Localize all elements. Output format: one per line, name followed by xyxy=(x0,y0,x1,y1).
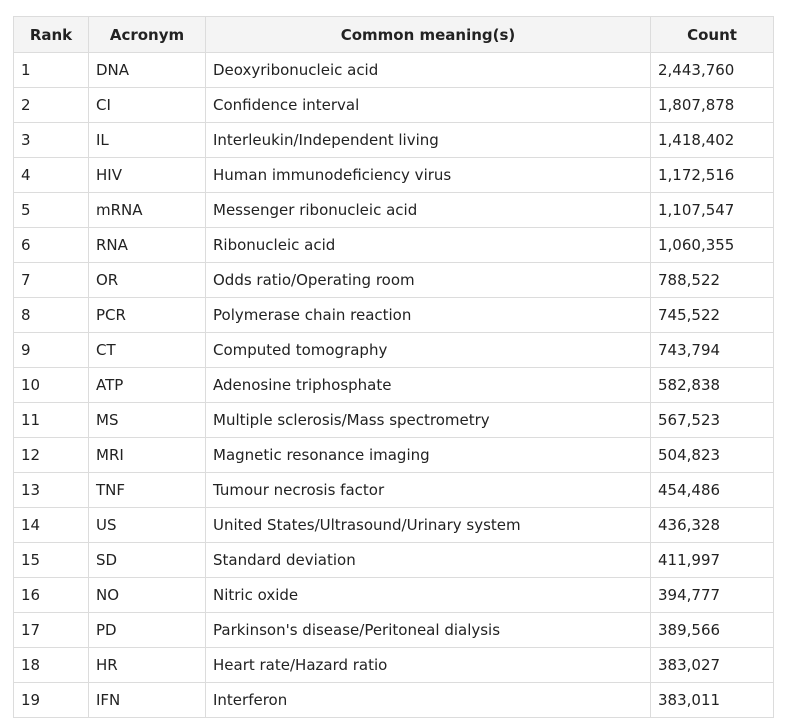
header-rank: Rank xyxy=(14,17,89,53)
table-row xyxy=(14,263,774,298)
acronym-cell: HR xyxy=(89,648,206,683)
meaning-cell: Human immunodeficiency virus xyxy=(206,158,651,193)
meaning-cell: Magnetic resonance imaging xyxy=(206,438,651,473)
acronym-cell: PD xyxy=(89,613,206,648)
meaning-cell: Polymerase chain reaction xyxy=(206,298,651,333)
count-cell: 1,060,355 xyxy=(651,228,774,263)
rank-cell: 1 xyxy=(14,53,89,88)
table-row xyxy=(14,333,774,368)
table-row xyxy=(14,53,774,88)
header-acronym: Acronym xyxy=(89,17,206,53)
acronym-table-container xyxy=(13,16,773,718)
acronym-cell: NO xyxy=(89,578,206,613)
table-row xyxy=(14,578,774,613)
meaning-cell: Ribonucleic acid xyxy=(206,228,651,263)
rank-cell: 15 xyxy=(14,543,89,578)
count-cell: 411,997 xyxy=(651,543,774,578)
acronym-cell: HIV xyxy=(89,158,206,193)
acronym-cell: ATP xyxy=(89,368,206,403)
table-row xyxy=(14,543,774,578)
count-cell: 504,823 xyxy=(651,438,774,473)
table-header xyxy=(14,17,774,53)
rank-cell: 5 xyxy=(14,193,89,228)
count-cell: 745,522 xyxy=(651,298,774,333)
acronym-cell: CT xyxy=(89,333,206,368)
count-cell: 1,807,878 xyxy=(651,88,774,123)
count-cell: 383,011 xyxy=(651,683,774,718)
acronym-cell: RNA xyxy=(89,228,206,263)
acronym-table xyxy=(13,16,774,718)
rank-cell: 11 xyxy=(14,403,89,438)
header-count: Count xyxy=(651,17,774,53)
rank-cell: 4 xyxy=(14,158,89,193)
rank-cell: 12 xyxy=(14,438,89,473)
table-row xyxy=(14,368,774,403)
meaning-cell: Heart rate/Hazard ratio xyxy=(206,648,651,683)
rank-cell: 3 xyxy=(14,123,89,158)
header-meaning: Common meaning(s) xyxy=(206,17,651,53)
table-body xyxy=(14,53,774,718)
rank-cell: 18 xyxy=(14,648,89,683)
rank-cell: 13 xyxy=(14,473,89,508)
acronym-cell: MS xyxy=(89,403,206,438)
rank-cell: 2 xyxy=(14,88,89,123)
count-cell: 394,777 xyxy=(651,578,774,613)
count-cell: 1,107,547 xyxy=(651,193,774,228)
rank-cell: 16 xyxy=(14,578,89,613)
rank-cell: 9 xyxy=(14,333,89,368)
rank-cell: 6 xyxy=(14,228,89,263)
table-row xyxy=(14,613,774,648)
meaning-cell: Messenger ribonucleic acid xyxy=(206,193,651,228)
rank-cell: 8 xyxy=(14,298,89,333)
acronym-cell: MRI xyxy=(89,438,206,473)
table-row xyxy=(14,228,774,263)
acronym-cell: US xyxy=(89,508,206,543)
count-cell: 389,566 xyxy=(651,613,774,648)
table-row xyxy=(14,438,774,473)
acronym-cell: SD xyxy=(89,543,206,578)
table-row xyxy=(14,648,774,683)
table-row xyxy=(14,158,774,193)
acronym-cell: DNA xyxy=(89,53,206,88)
count-cell: 567,523 xyxy=(651,403,774,438)
rank-cell: 19 xyxy=(14,683,89,718)
header-row xyxy=(14,17,774,53)
count-cell: 1,172,516 xyxy=(651,158,774,193)
table-row xyxy=(14,403,774,438)
acronym-cell: IFN xyxy=(89,683,206,718)
count-cell: 1,418,402 xyxy=(651,123,774,158)
meaning-cell: United States/Ultrasound/Urinary system xyxy=(206,508,651,543)
table-row xyxy=(14,88,774,123)
count-cell: 436,328 xyxy=(651,508,774,543)
acronym-cell: OR xyxy=(89,263,206,298)
count-cell: 454,486 xyxy=(651,473,774,508)
acronym-cell: mRNA xyxy=(89,193,206,228)
count-cell: 582,838 xyxy=(651,368,774,403)
acronym-cell: TNF xyxy=(89,473,206,508)
count-cell: 2,443,760 xyxy=(651,53,774,88)
meaning-cell: Computed tomography xyxy=(206,333,651,368)
meaning-cell: Adenosine triphosphate xyxy=(206,368,651,403)
table-row xyxy=(14,473,774,508)
meaning-cell: Parkinson's disease/Peritoneal dialysis xyxy=(206,613,651,648)
meaning-cell: Multiple sclerosis/Mass spectrometry xyxy=(206,403,651,438)
rank-cell: 17 xyxy=(14,613,89,648)
table-row xyxy=(14,193,774,228)
meaning-cell: Interferon xyxy=(206,683,651,718)
table-row xyxy=(14,123,774,158)
table-row xyxy=(14,298,774,333)
acronym-cell: IL xyxy=(89,123,206,158)
count-cell: 743,794 xyxy=(651,333,774,368)
rank-cell: 7 xyxy=(14,263,89,298)
count-cell: 788,522 xyxy=(651,263,774,298)
rank-cell: 14 xyxy=(14,508,89,543)
table-row xyxy=(14,508,774,543)
meaning-cell: Interleukin/Independent living xyxy=(206,123,651,158)
meaning-cell: Standard deviation xyxy=(206,543,651,578)
meaning-cell: Deoxyribonucleic acid xyxy=(206,53,651,88)
table-row xyxy=(14,683,774,718)
count-cell: 383,027 xyxy=(651,648,774,683)
meaning-cell: Odds ratio/Operating room xyxy=(206,263,651,298)
meaning-cell: Tumour necrosis factor xyxy=(206,473,651,508)
rank-cell: 10 xyxy=(14,368,89,403)
meaning-cell: Nitric oxide xyxy=(206,578,651,613)
meaning-cell: Confidence interval xyxy=(206,88,651,123)
acronym-cell: CI xyxy=(89,88,206,123)
acronym-cell: PCR xyxy=(89,298,206,333)
